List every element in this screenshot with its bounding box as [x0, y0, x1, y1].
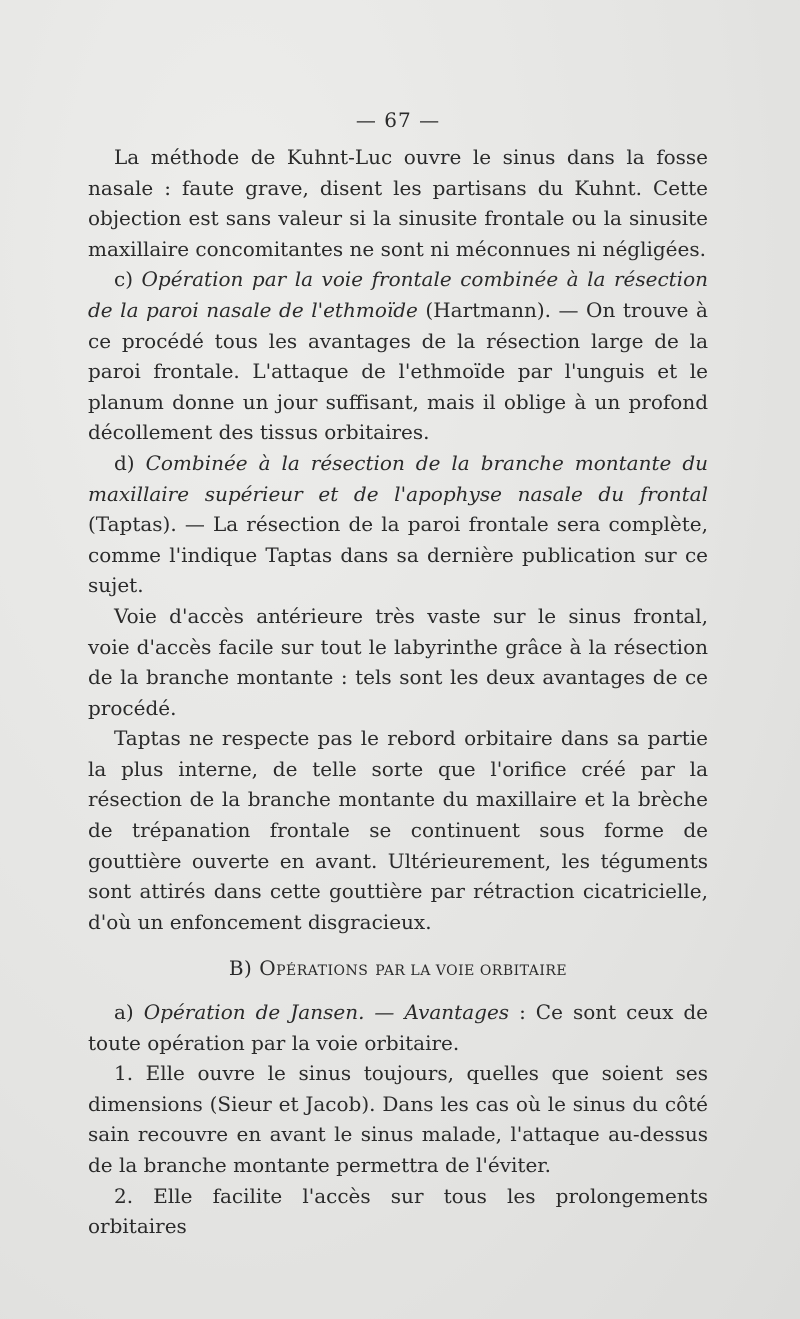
section-word1-rest: PÉRATIONS: [276, 963, 369, 980]
paragraph-point-2: 2. Elle facilite l'accès sur tous les prolongements orbitaires: [88, 1183, 708, 1239]
section-word1-cap: O: [259, 956, 277, 981]
item-title-a: Opération de Jansen. — Avantages: [143, 1000, 510, 1025]
section-heading-b: [88, 953, 708, 987]
section-prefix: B): [228, 956, 253, 981]
item-label-a: a): [114, 1000, 134, 1025]
paragraph-operation-c: [88, 264, 708, 448]
item-label-c: c): [114, 267, 134, 292]
paragraph-jansen: [88, 997, 708, 1058]
item-text-d: (Taptas). — La résection de la paroi frontale sera complète, comme l'indique Taptas dans sa dernière publication sur ce sujet.: [88, 512, 708, 598]
item-title-d: Combinée à la résection de la branche montante du maxillaire supérieur et de l'apophyse nasale du frontal: [88, 450, 708, 506]
item-label-d: d): [114, 450, 135, 475]
section-rest: PAR LA VOIE ORBITAIRE: [375, 963, 568, 980]
book-page: [88, 108, 708, 1242]
paragraph-operation-d: [88, 448, 708, 601]
paragraph-taptas: Taptas ne respecte pas le rebord orbitaire dans sa partie la plus interne, de telle sorte que l'orifice créé par la résection de la branche montante du maxillaire et la brèche de trépanation frontale se continuent sous forme de gouttière ouverte en avant. Ultérieurement, les téguments sont attirés dans cette gouttière par rétraction cicatricielle, d'où un enfoncement disgracieux.: [88, 726, 708, 934]
item-text-a: : Ce sont ceux de toute opération par la voie orbitaire.: [88, 1000, 709, 1055]
item-text-c: (Hartmann). — On trouve à ce procédé tous les avantages de la résection large de la paroi frontale. L'attaque de l'ethmoïde par l'unguis et le planum donne un jour suffisant, mais il oblige à un profond décollement des tissus orbitaires.: [88, 297, 708, 445]
item-title-c: Opération par la voie frontale combinée à la résection de la paroi nasale de l'ethmoïde: [88, 267, 709, 322]
page-number: — 67 —: [355, 108, 441, 132]
paragraph-point-1: 1. Elle ouvre le sinus toujours, quelles que soient ses dimensions (Sieur et Jacob). Dans les cas où le sinus du côté sain recouvre en avant le sinus malade, l'attaque au-dessus de la branche montante permettra de l'éviter.: [88, 1061, 708, 1177]
paragraph-voie-acces: Voie d'accès antérieure très vaste sur le sinus frontal, voie d'accès facile sur tout le labyrinthe grâce à la résection de la branche montante : tels sont les deux avantages de ce procédé.: [88, 603, 708, 720]
paragraph-kuhnt-luc: La méthode de Kuhnt-Luc ouvre le sinus dans la fosse nasale : faute grave, disent les partisans du Kuhnt. Cette objection est sans valeur si la sinusite frontale ou la sinusite maxillaire concomitantes ne sont ni méconnues ni négligées.: [88, 145, 708, 261]
